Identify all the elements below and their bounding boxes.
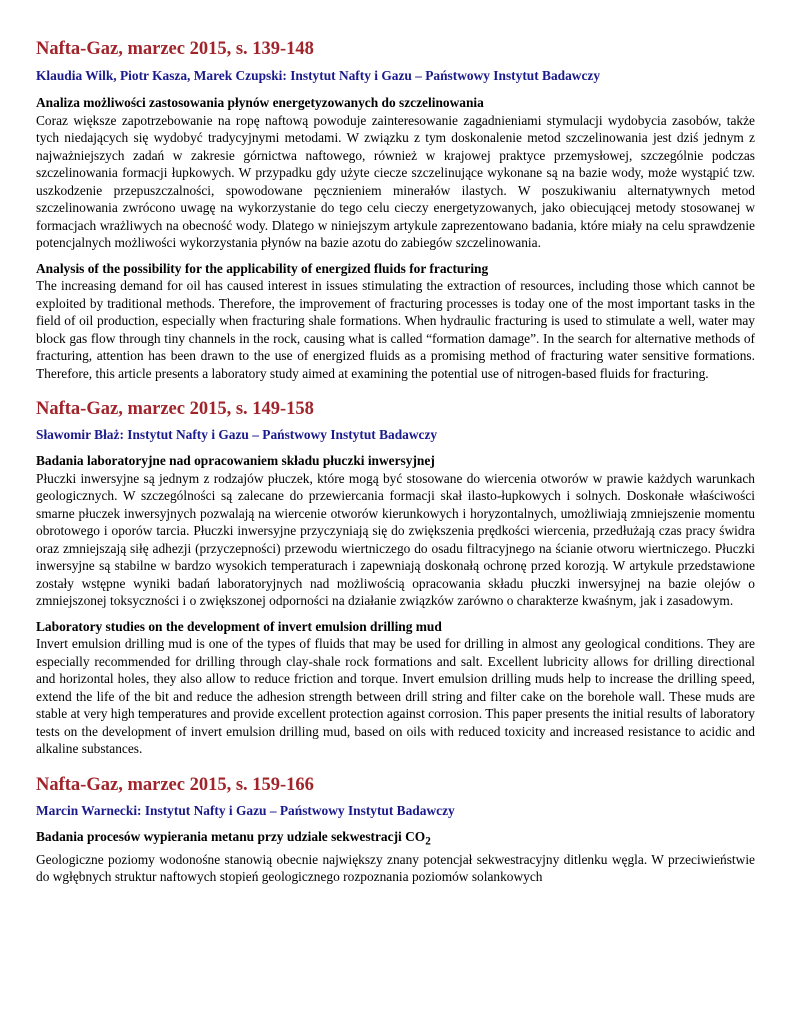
entry-title: Nafta-Gaz, marzec 2015, s. 159-166	[36, 774, 314, 795]
abstract-title-text: Badania procesów wypierania metanu przy udziale sekwestracji CO	[36, 828, 426, 844]
abstract-title-english: Analysis of the possibility for the applicability of energized fluids for fracturing	[36, 260, 489, 276]
entry-2	[36, 398, 755, 758]
entry-authors: Sławomir Błaż: Instytut Nafty i Gazu – Państwowy Instytut Badawczy	[36, 427, 438, 442]
abstract-body-polish: Coraz większe zapotrzebowanie na ropę naftową powoduje zainteresowanie zagadnieniami stymulacji wydobycia zasobów, także tych niedających się wydobyć tradycyjnymi metodami. W związku z tym doskonalenie metod szczelinowania jest dziś jednym z najważniejszych zadań w zakresie górnictwa naftowego, również w krajowej praktyce przemysłowej, szczególnie podczas szczelinowania formacji łupkowych. W przypadku gdy użyte ciecze szczelinujące wykonane są na bazie wody, może wystąpić tzw. uszkodzenie przepuszczalności, spowodowane pęcznieniem minerałów ilastych. W poszukiwaniu alternatywnych metod szczelinowania zwrócono uwagę na wykorzystanie do tego celu cieczy energetyzowanych, jako obiecującej metody stosowanej w formacjach wrażliwych na obecność wody. Dlatego w niniejszym artykule zaprezentowano badania, które miały na celu sprawdzenie potencjalnych możliwości wykorzystania płynów na bazie azotu do zabiegów szczelinowania.	[36, 112, 755, 250]
entry-authors: Klaudia Wilk, Piotr Kasza, Marek Czupski: Instytut Nafty i Gazu – Państwowy Instytut Badawczy	[36, 68, 601, 83]
abstract-polish	[36, 94, 755, 252]
abstract-body-english: The increasing demand for oil has caused interest in issues stimulating the extraction of resources, including those which cannot be exploited by traditional methods. Therefore, the improvement of fracturing processes is today one of the most important tasks in the field of oil production, especially when fracturing shale formations. When hydraulic fracturing is used to stimulate a well, water may block gas flow through tiny channels in the rock, causing what is called “formation damage”. In the search for alternative methods of fracturing, attention has been drawn to the use of energized fluids as a promising method of fracturing water sensitive formations. Therefore, this article presents a laboratory study aimed at examining the potential use of nitrogen-based fluids for fracturing.	[36, 278, 755, 381]
abstract-body-polish: Płuczki inwersyjne są jednym z rodzajów płuczek, które mogą być stosowane do wiercenia otworów w prawie każdych warunkach geologicznych. W szczególności są zalecane do przewiercania formacji skał ilasto-łupkowych i solnych. Doskonałe właściwości smarne płuczek inwersyjnych pozwalają na wiercenie otworów kierunkowych i horyzontalnych, umożliwiają zmniejszenie momentu obrotowego i oporów tarcia. Płuczki inwersyjne przyczyniają się do zwiększenia prędkości wiercenia, przedłużają czas pracy świdra oraz zmniejszają siłę adhezji (przyczepności) przewodu wiertniczego do osadu filtracyjnego na ścianie otworu wiertniczego. Płuczki inwersyjne są stabilne w bardzo wysokich temperaturach i zapewniają doskonałą ochronę przed korozją. W artykule przedstawione zostały wstępne wyniki badań laboratoryjnych nad możliwością opracowania składu płuczki inwersyjnej na bazie olejów o zmniejszonej toksyczności i o zwiększonej odporności na działanie związków zarówno o charakterze kwaśnym, jak i zasadowym.	[36, 470, 755, 608]
entry-title: Nafta-Gaz, marzec 2015, s. 149-158	[36, 399, 314, 419]
abstract-title-polish: Badania laboratoryjne nad opracowaniem składu płuczki inwersyjnej	[36, 453, 435, 468]
abstract-polish	[36, 828, 755, 886]
abstract-polish	[36, 452, 755, 610]
abstract-english	[36, 618, 755, 758]
entry-authors: Marcin Warnecki: Instytut Nafty i Gazu – Państwowy Instytut Badawczy	[36, 802, 455, 818]
abstract-body-polish: Geologiczne poziomy wodonośne stanowią obecnie największy znany potencjał sekwestracyjny ditlenku węgla. W przeciwieństwie do wgłębnych struktur naftowych stopień geologicznego rozpoznania poziomów solankowych	[36, 851, 755, 885]
abstract-title-polish: Analiza możliwości zastosowania płynów energetyzowanych do szczelinowania	[36, 95, 484, 110]
abstract-english	[36, 260, 755, 383]
abstract-title-polish	[36, 828, 755, 851]
subscript-2: 2	[425, 835, 431, 848]
entry-title: Nafta-Gaz, marzec 2015, s. 139-148	[36, 39, 314, 59]
entry-3	[36, 774, 755, 886]
abstract-body-english: Invert emulsion drilling mud is one of the types of fluids that may be used for drilling in almost any geological conditions. They are especially recommended for drilling through clay-shale rock formations and salt. Excellent lubricity allows for drilling directional and horizontal holes, they also allow to reduce friction and torque. Invert emulsion drilling muds help to increase the drilling speed, extend the life of the bit and reduce the adhesion strength between drill string and filter cake on the borehole wall. These muds are stable at very high temperatures and provide excellent protection against corrosion. This paper presents the initial results of laboratory tests on the development of invert emulsion drilling mud, based on oils with reduced toxicity and increased resistance to acidic and alkaline substances.	[36, 636, 755, 756]
abstract-title-english: Laboratory studies on the development of invert emulsion drilling mud	[36, 618, 442, 634]
entry-1	[36, 0, 755, 382]
